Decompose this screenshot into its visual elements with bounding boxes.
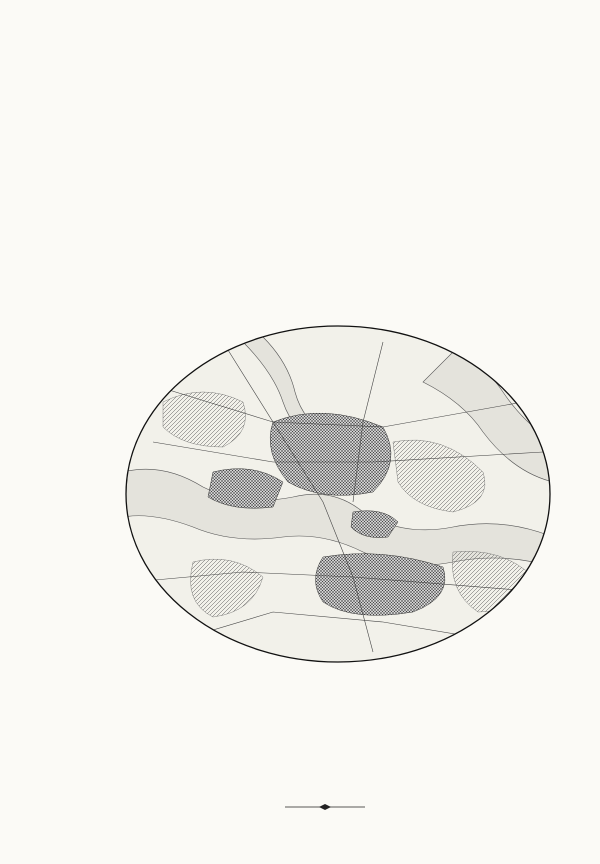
map-figure xyxy=(123,322,553,666)
stockholm-map xyxy=(123,322,553,666)
section-divider xyxy=(285,802,365,812)
